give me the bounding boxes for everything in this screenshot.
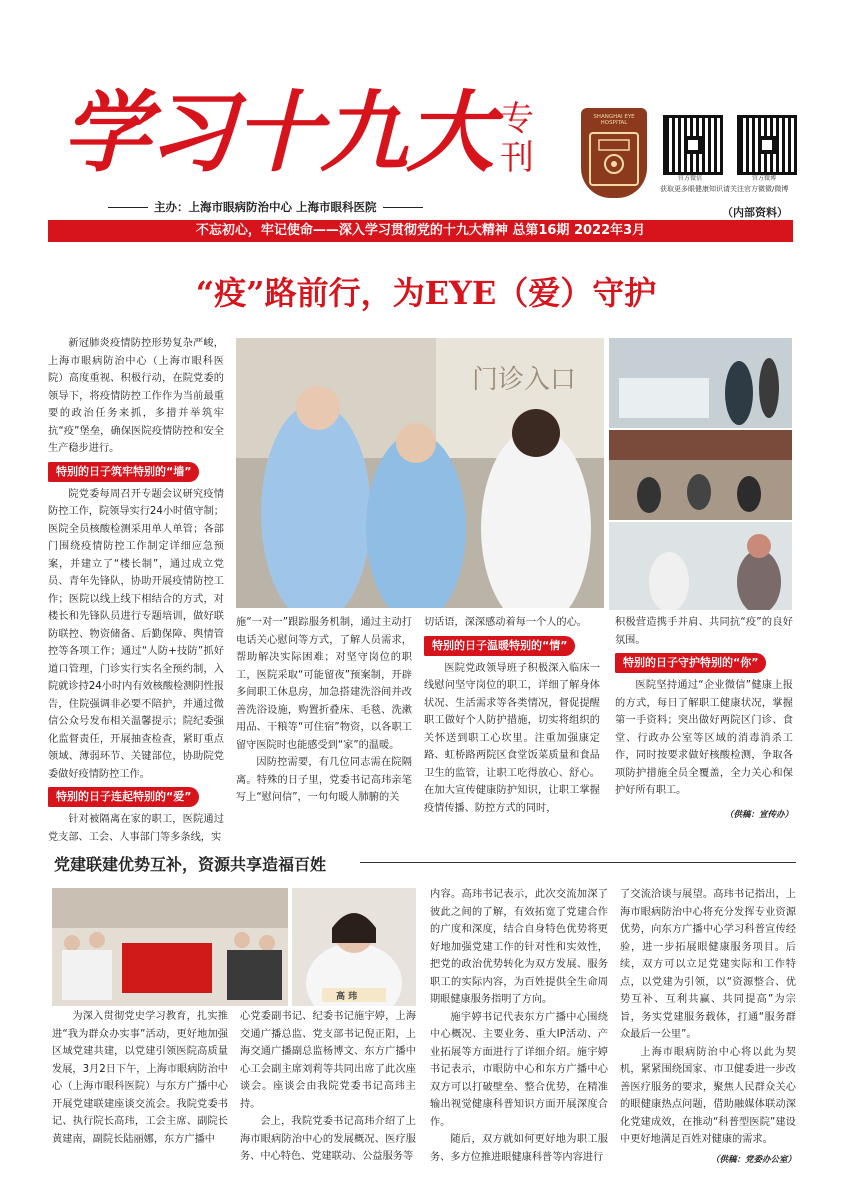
internal-material-note: （内部资料） (722, 206, 788, 219)
photo-group-flag (52, 888, 288, 1006)
photo-speaker (292, 888, 416, 1006)
paragraph-meeting: 会上，我院党委书记高玮介绍了上海市眼病防治中心的发展概况、医疗服务、中心特色、党建联动、公益服务等 (240, 1116, 416, 1162)
paragraph-warmth: 医院党政领导班子积极深入临床一线慰问坚守岗位的职工，详细了解身体状况、生活需求等各类情况，督促提醒职工做好个人防护措施，切实将组织的关怀送到职工心坎里。注重加强康定路、虹桥路两院区食堂饭菜质量和食品卫生的监管，让职工吃得放心、舒心。在加大宣传健康防护知识，让职工掌握疫情传播、防控方式的同时， (424, 662, 600, 814)
paragraph-love: 针对被隔离在家的职工，医院通过党支部、工会、人事部门等多条线，实 (48, 814, 224, 843)
article1-col2 (236, 614, 412, 807)
subhead-you: 特别的日子守护特别的“你” (615, 653, 766, 673)
paragraph-moved: 切话语，深深感动着每一个人的心。 (424, 617, 587, 628)
paragraph-you: 医院坚持通过“企业微信”健康上报的方式，每日了解职工健康状况，掌握第一手资料；突出做好两院区门诊、食堂、行政办公室等区域的消毒消杀工作，同时按要求做好核酸检测，争取各项防护措施全员全覆盖，全力关心和保护好所有职工。 (615, 680, 793, 796)
wechat-qr-code[interactable] (663, 115, 723, 175)
article2-col3 (430, 886, 608, 1166)
paragraph-atmosphere: 积极营造携手并肩、共同抗“疫”的良好氛围。 (615, 617, 793, 646)
subhead-wall: 特别的日子筑牢特别的“墙” (48, 462, 199, 482)
subhead-love: 特别的日子连起特别的“爱” (48, 787, 199, 807)
paragraph-outlook: 了交流洽谈与展望。高玮书记指出，上海市眼病防治中心将充分发挥专业资源优势，向东方广播中心学习科普宣传经验，进一步拓展眼健康服务项目。后续，双方可以立足党建实际和工作特点，以党建为引领，以“资源整合、优势互补、互利共赢、共同提高”为宗旨，务实党建服务载体，打通“服务群众最后一公里”。 (620, 889, 796, 1040)
svg-text:门诊入口: 门诊入口 (472, 365, 577, 395)
host-organizations: 主办：上海市眼病防治中心 上海市眼科医院 (108, 199, 423, 215)
name-plate: 高 玮 (336, 992, 358, 1002)
article1-col1 (48, 335, 224, 846)
paragraph-attendees: 心党委副书记、纪委书记施宇婷，上海交通广播总监、党支部书记倪正阳，上海交通广播副总监杨博文、东方广播中心工会副主席刘莉等共同出席了此次座谈会。座谈会由我院党委书记高玮主持。 (240, 1011, 416, 1110)
section-divider (360, 862, 796, 863)
subhead-warmth: 特别的日子温暖特别的“情” (424, 636, 575, 656)
paragraph-letter: 因防控需要，有几位同志需在院隔离。特殊的日子里，党委书记高玮亲笔写上“慰问信”，一句句暖人肺腑的关 (236, 757, 412, 803)
article2-headline: 党建联建优势互补，资源共享造福百姓 (54, 855, 327, 874)
photo-testing (609, 522, 792, 610)
article1-col3 (424, 614, 600, 817)
paragraph-care: 施“一对一”跟踪服务机制，通过主动打电话关心慰问等方式，了解人员需求，帮助解决实际困难；对坚守岗位的职工，医院采取“可能留夜”预案制，开辟多间职工休息房，加急搭建洗浴间并改善洗浴设施，购置折叠床、毛毯、洗漱用品、干粮等“可住宿”物资，以各职工留守医院时也能感受到“家”的温暖。 (236, 617, 412, 751)
paragraph-conclusion: 上海市眼病防治中心将以此为契机，紧紧围绕国家、市卫健委进一步改善医疗服务的要求，聚焦人民群众关心的眼健康热点问题，借助融媒体联动深化党建成效，在推动“科普型医院”建设中更好地满足百姓对健康的需求。 (620, 1046, 796, 1145)
logo-emblem (589, 132, 639, 186)
paragraph-shiyuting: 施宇婷书记代表东方广播中心围绕中心概况、主要业务、重大IP活动、产业拓展等方面进行了详细介绍。施宇婷书记表示，市眼防中心和东方广播中心双方可以打破壁垒、整合优势，在精准输出视觉健康科普知识方面开展深度合作。 (430, 1011, 608, 1128)
paragraph-discussion: 随后，双方就如何更好地为职工服务、多方位推进眼健康科普等内容进行 (430, 1134, 608, 1163)
qr1-label: 官方微信 (678, 175, 703, 182)
article2-col2 (240, 1008, 416, 1166)
paragraph-gaowei: 内容。高玮书记表示，此次交流加深了彼此之间的了解，有效拓宽了党建合作的广度和深度，结合自身特色优势将更好地加强党建工作的针对性和实效性，把党的政治优势转化为双方发展、服务职工的实际内容，为百姓提供全生命周期眼健康服务指明了方向。 (430, 889, 608, 1005)
qr2-label: 官方微博 (752, 175, 777, 182)
paragraph-wall: 院党委每周召开专题会议研究疫情防控工作，院领导实行24小时值守制；医院全员核酸检测采用单人单管；各部门围绕疫情防控工作制定详细应急预案，并建立了“楼长制”，通过成立党员、青年先锋队，协助开展疫情防控工作；医院以线上线下相结合的方式，对楼长和先锋队员进行专题培训，做好联防联控、物资储备、后勤保障、舆情管控等各项工作；通过“人防+技防”抓好道口管理，门诊实行实名全预约制，入院就诊持24小时内有效核酸检测阴性报告，住院强调非必要不陪护，并通过微信公众号发布相关温馨提示；院纪委强化监督责任，开展抽查检查，紧盯重点领域、薄弱环节、关键部位，协助院党委做好疫情防控工作。 (48, 488, 224, 780)
issue-banner: 不忘初心，牢记使命——深入学习贯彻党的十九大精神 总第16期 2022年3月 (48, 220, 793, 242)
intro-paragraph: 新冠肺炎疫情防控形势复杂严峻，上海市眼病防治中心（上海市眼科医院）高度重视、积极行动，在院党委的领导下，将疫情防控工作作为当前最重要的政治任务来抓，多措并举筑牢抗“疫”堡垒，确保医院疫情防控和安全生产稳步进行。 (48, 338, 224, 454)
article1-col4 (615, 614, 793, 820)
article2-col4 (620, 886, 796, 1165)
article2-col1 (52, 1008, 228, 1148)
paragraph-intro: 为深入贯彻党史学习教育，扎实推进“我为群众办实事”活动，更好地加强区域党建共建，以党建引领医院高质量发展，3月2日下午，上海市眼病防治中心（上海市眼科医院）与东方广播中心开展党建联建座谈交流会。我院党委书记、执行院长高玮，工会主席、副院长黄建南，副院长陆丽娜，东方广播中 (52, 1011, 228, 1145)
article1-byline: （供稿：宣传办） (724, 809, 793, 820)
special-issue-label: 专刊 (500, 99, 534, 179)
photo-checkpoint (609, 338, 792, 428)
qr-tip: 获取更多眼健康知识请关注官方微微/微博 (660, 185, 789, 193)
article1-headline: “疫”路前行，为EYE（爱）守护 (195, 274, 657, 312)
masthead-title: 学习十九大 (62, 80, 493, 184)
photo-meeting (609, 430, 792, 520)
article2-byline: （供稿：党委办公室） (710, 1154, 796, 1165)
main-photo-medical-staff (236, 338, 604, 608)
weibo-qr-code[interactable] (737, 115, 797, 175)
logo-en: SHANGHAI EYE HOSPITAL (593, 114, 635, 126)
hospital-logo (581, 108, 647, 198)
